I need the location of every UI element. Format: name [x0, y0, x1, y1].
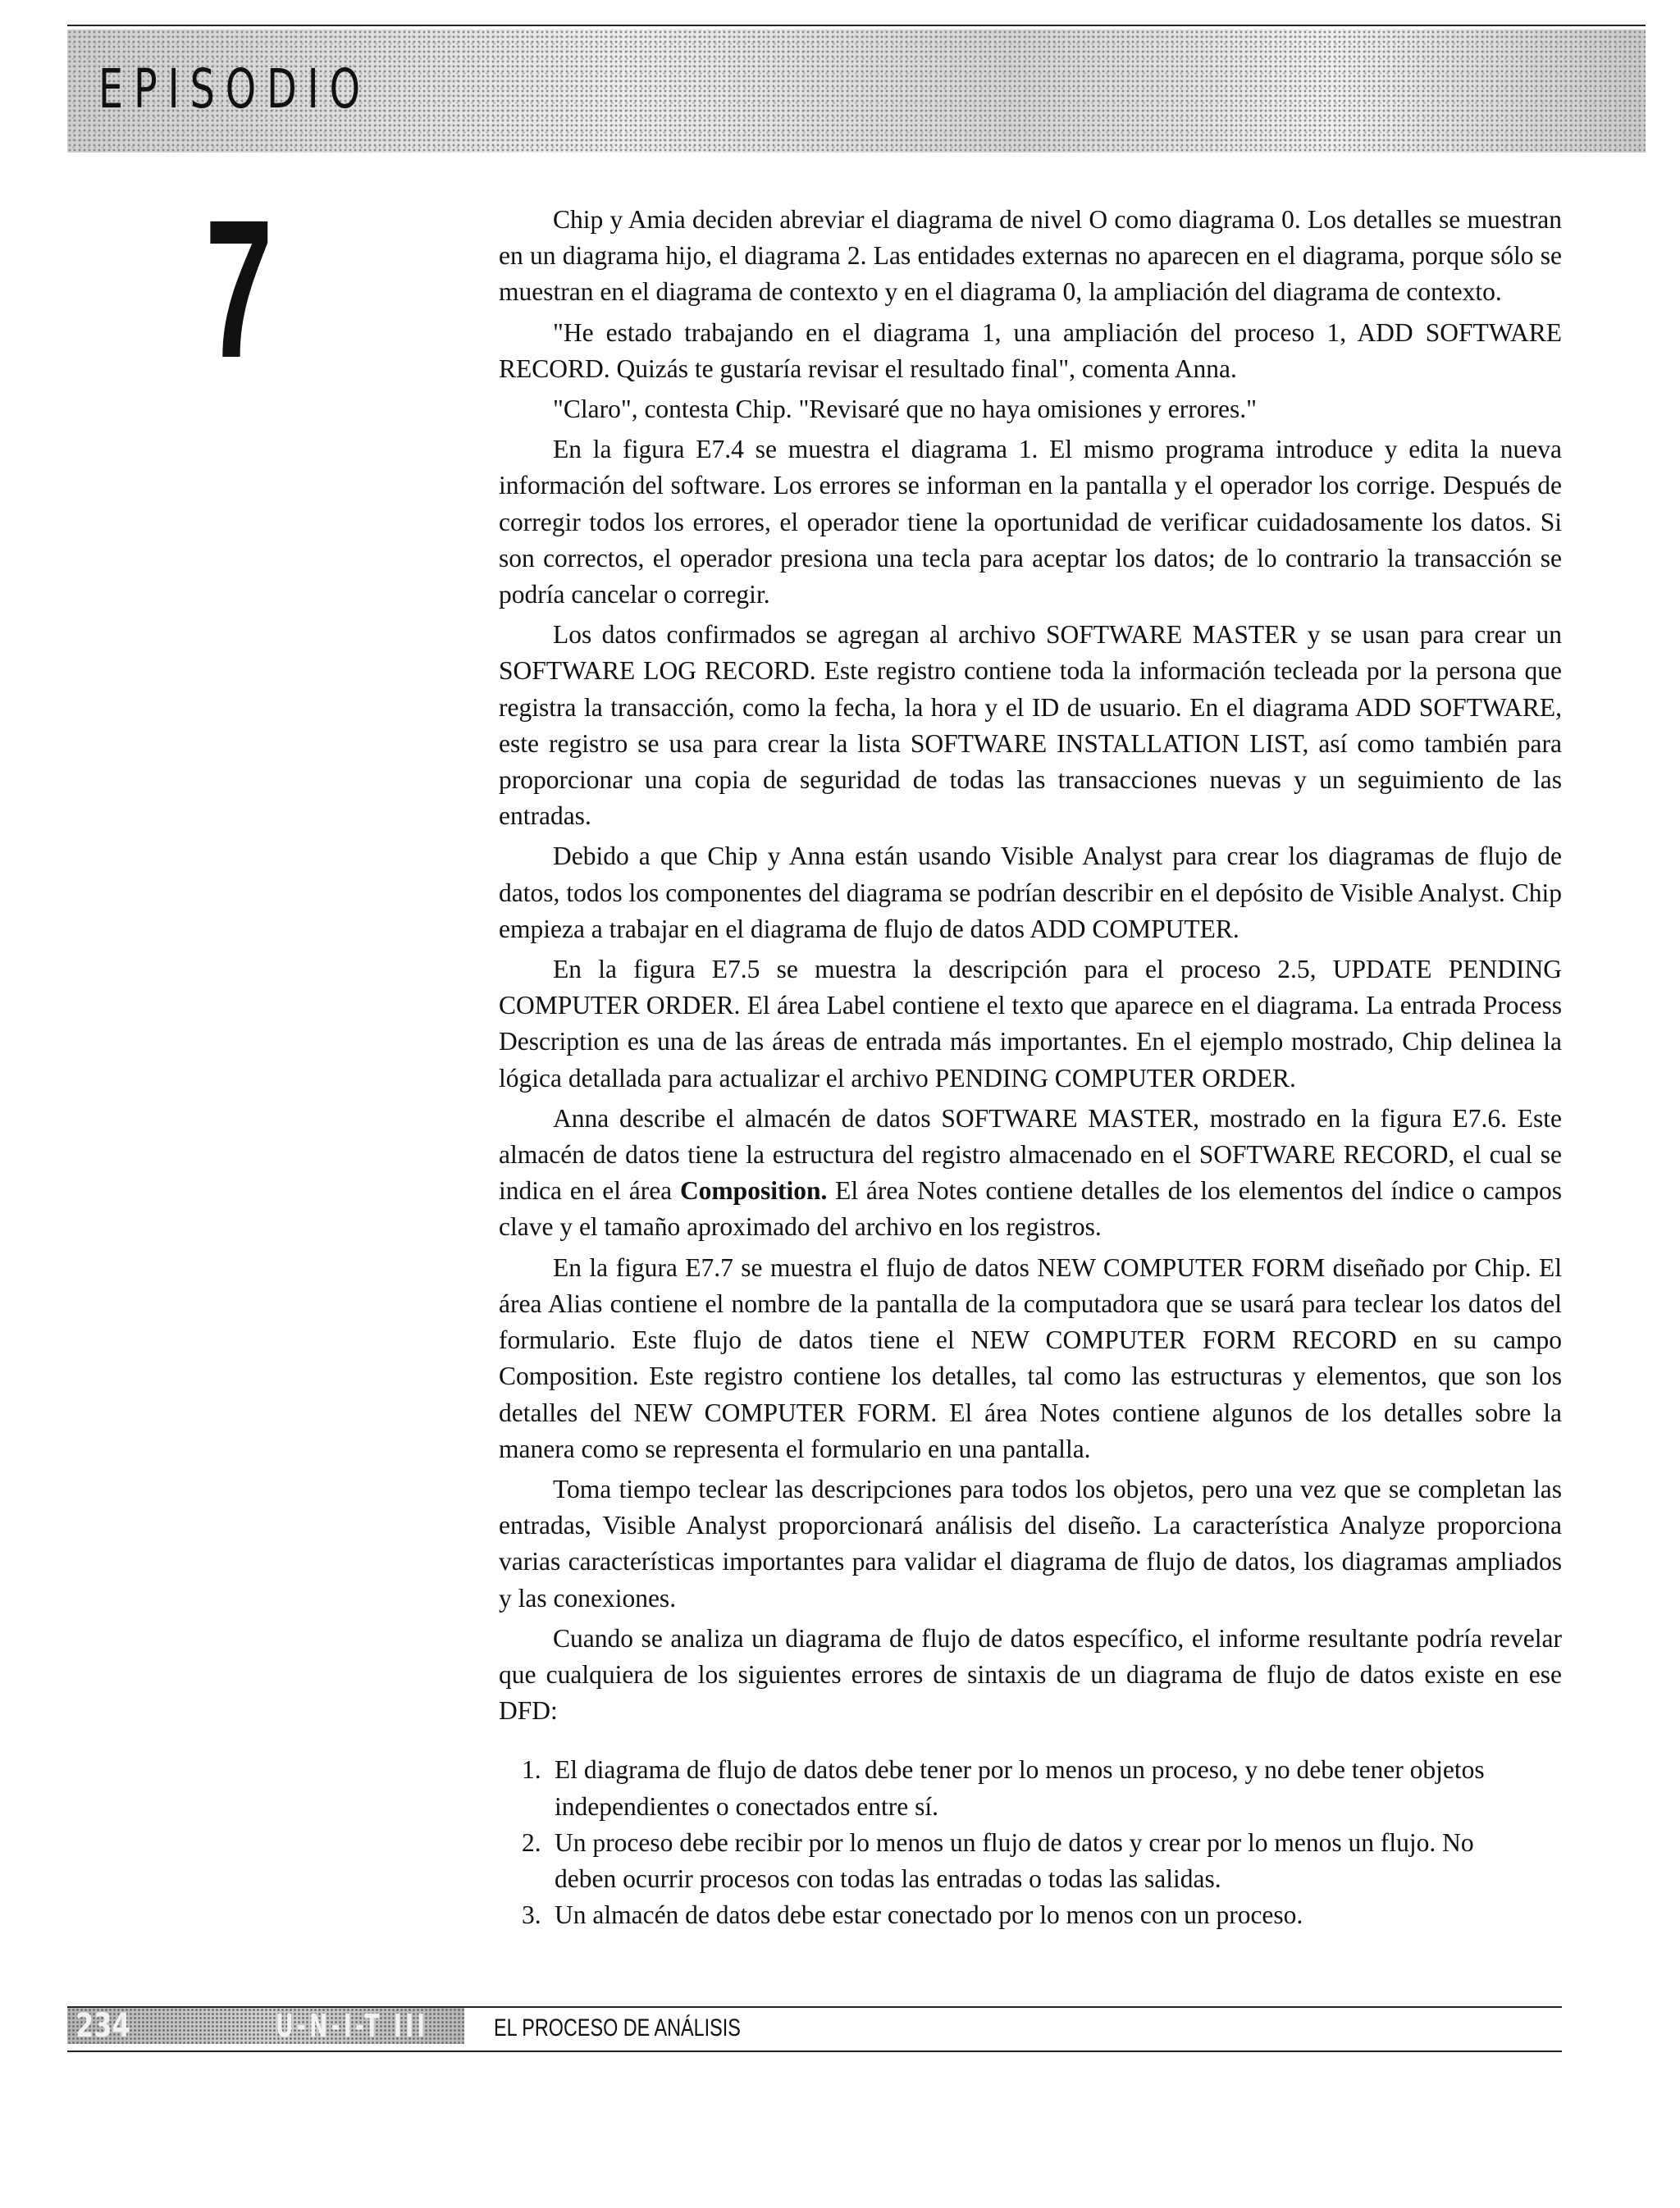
paragraph: En la figura E7.5 se muestra la descripción para el proceso 2.5, UPDATE PENDING COMPUTER ORDER. El área Label contiene el texto que aparece en el diagrama. La entrada Process Description es una de las áreas de entrada más importantes. En el ejemplo mostrado, Chip delinea la lógica detallada para actualizar el archivo PENDING COMPUTER ORDER.	[499, 955, 1562, 1093]
syntax-error-list	[499, 1752, 1562, 1933]
list-item	[499, 1897, 1562, 1933]
paragraph: Debido a que Chip y Anna están usando Visible Analyst para crear los diagramas de flujo de datos, todos los componentes del diagrama se podrían describir en el depósito de Visible Analyst. Chip empieza a trabajar en el diagrama de flujo de datos ADD COMPUTER.	[499, 842, 1562, 943]
paragraph: Chip y Amia deciden abreviar el diagrama de nivel O como diagrama 0. Los detalles se muestran en un diagrama hijo, el diagrama 2. Las entidades externas no aparecen en el diagrama, porque sólo se muestran en el diagrama de contexto y en el diagrama 0, la ampliación del diagrama de contexto.	[499, 205, 1562, 307]
list-item	[499, 1752, 1562, 1824]
header-top-rule	[67, 25, 1646, 26]
paragraph-text: El área Notes contiene detalles de los elementos del índice o campos clave y el tamaño aproximado del archivo en los registros.	[499, 1176, 1562, 1242]
paragraph-composition	[499, 1101, 1562, 1246]
list-item	[499, 1825, 1562, 1897]
composition-term: Composition.	[679, 1176, 828, 1206]
paragraph: En la figura E7.4 se muestra el diagrama 1. El mismo programa introduce y edita la nueva información del software. Los errores se informan en la pantalla y el operador los corrige. Después de corregir todos los errores, el operador tiene la oportunidad de verificar cuidadosamente los datos. Si son correctos, el operador presiona una tecla para aceptar los datos; de lo contrario la transacción se podría cancelar o corregir.	[499, 435, 1562, 609]
paragraph: Cuando se analiza un diagrama de flujo de datos específico, el informe resultante podría revelar que cualquiera de los siguientes errores de sintaxis de un diagrama de flujo de datos existe en ese DFD:	[499, 1623, 1562, 1726]
list-item-text: Un proceso debe recibir por lo menos un flujo de datos y crear por lo menos un flujo. No deben ocurrir procesos con todas las entradas o todas las salidas.	[555, 1827, 1474, 1893]
list-item-number: 2.	[522, 1827, 541, 1857]
list-item-text: Un almacén de datos debe estar conectado por lo menos con un proceso.	[555, 1900, 1303, 1930]
page-number: 234	[75, 2007, 130, 2045]
paragraph: "Claro", contesta Chip. "Revisaré que no haya omisiones y errores."	[553, 395, 1257, 424]
episode-number: 7	[205, 179, 273, 399]
paragraph: Toma tiempo teclear las descripciones para todos los objetos, pero una vez que se completan las entradas, Visible Analyst proporcionará análisis del diseño. La característica Analyze proporciona varias características importantes para validar el diagrama de flujo de datos, los diagramas ampliados y las conexiones.	[499, 1474, 1562, 1613]
paragraph: Los datos confirmados se agregan al archivo SOFTWARE MASTER y se usan para crear un SOFTWARE LOG RECORD. Este registro contiene toda la información tecleada por la persona que registra la transacción, como la fecha, la hora y el ID de usuario. En el diagrama ADD SOFTWARE, este registro se usa para crear la lista SOFTWARE INSTALLATION LIST, así como también para proporcionar una copia de seguridad de todas las transacciones nuevas y un seguimiento de las entradas.	[499, 620, 1562, 831]
footer-bottom-rule	[67, 2051, 1562, 2052]
unit-label: U-N-I-T III	[276, 2008, 429, 2044]
list-item-number: 3.	[522, 1900, 541, 1930]
body-text	[499, 202, 1562, 1933]
list-item-text: El diagrama de flujo de datos debe tener por lo menos un proceso, y no debe tener objetos independientes o conectados entre sí.	[555, 1755, 1485, 1821]
paragraph: "He estado trabajando en el diagrama 1, una ampliación del proceso 1, ADD SOFTWARE RECORD. Quizás te gustaría revisar el resultado final", comenta Anna.	[499, 317, 1562, 383]
section-title: EL PROCESO DE ANÁLISIS	[494, 2014, 741, 2041]
list-item-number: 1.	[522, 1755, 541, 1785]
paragraph-text: Anna describe el almacén de datos SOFTWARE MASTER, mostrado en la figura E7.6. Este almacén de datos tiene la estructura del registro almacenado en el SOFTWARE RECORD, el cual se indica en el área	[499, 1103, 1562, 1206]
paragraph: En la figura E7.7 se muestra el flujo de datos NEW COMPUTER FORM diseñado por Chip. El área Alias contiene el nombre de la pantalla de la computadora que se usará para teclear los datos del formulario. Este flujo de datos tiene el NEW COMPUTER FORM RECORD en su campo Composition. Este registro contiene los detalles, tal como las estructuras y elementos, que son los detalles del NEW COMPUTER FORM. El área Notes contiene algunos de los detalles sobre la manera como se representa el formulario en una pantalla.	[499, 1252, 1562, 1463]
episode-label: EPISODIO	[98, 57, 371, 121]
